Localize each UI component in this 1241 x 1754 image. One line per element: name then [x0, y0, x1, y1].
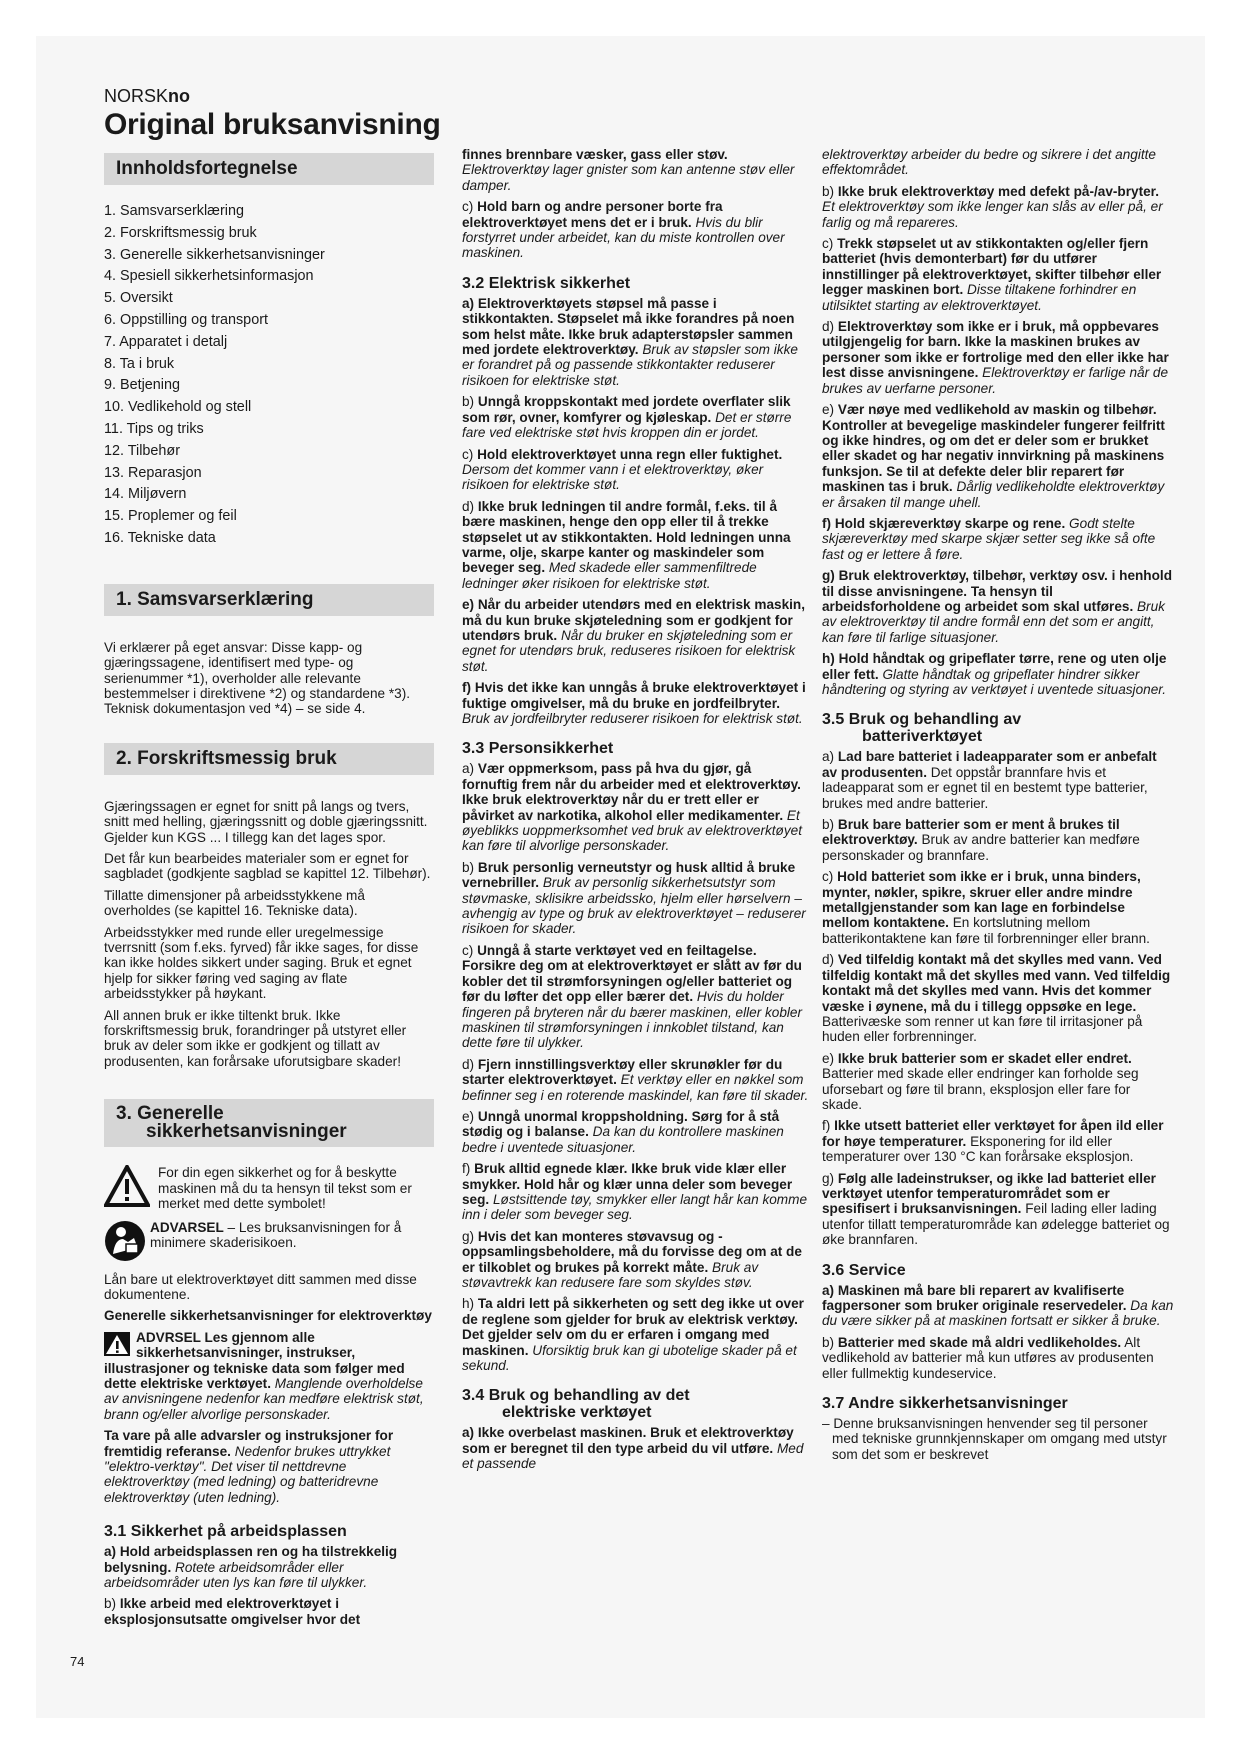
s34-c: c) Trekk støpselet ut av stikkontakten og/eller fjern batteriet (hvis demonterbart) før du utfører innstillinger på elektroverktøyet, skifter tilbehør eller legger maskinen bort. Disse tiltakene forhindrer en utilsiktet starting av elektroverktøyet.: [822, 236, 1162, 313]
s36-b: b) Batterier med skade må aldri vedlikeholdes. Alt vedlikehold av batterier må kun utføres av produsenten eller fullmektig kundeservice.: [822, 1334, 1154, 1381]
toc-item: 15. Proplemer og feil: [104, 508, 237, 525]
warning-small-icon: [104, 1332, 130, 1356]
s33-a: a) Vær oppmerksom, pass på hva du gjør, gå fornuftig frem når du arbeider med et elektroverktøy. Ikke bruk elektroverktøy når du er trett eller er påvirket av narkotika, alkohol eller medikamenter. Et øyeblikks uoppmerksomhet ved bruk av elektroverktøyet kan føre til alvorlige personskader.: [462, 761, 802, 854]
s34-f: f) Hold skjæreverktøy skarpe og rene. Godt stelte skjæreverktøy med skarpe skjær setter seg ikke så ofte fast og er lettere å føre.: [822, 515, 1156, 562]
s32-b: b) Unngå kroppskontakt med jordete overflater slik som rør, ovner, komfyrer og kjøleskap. Det er større fare ved elektriske støt hvis kroppen din er jordet.: [462, 394, 792, 441]
page-number: 74: [70, 1654, 85, 1669]
column-1: [104, 153, 434, 1633]
s35-c: c) Hold batteriet som ikke er i bruk, unna binders, mynter, nøkler, spikre, skruer eller andre mindre metallgjenstander som kan lage en forbindelse mellom kontaktene. En kortslutning mellom batterikontaktene kan føre til forbrenninger eller brann.: [822, 869, 1150, 946]
keep-instructions: Ta vare på alle advarsler og instruksjoner for fremtidig referanse. Nedenfor brukes uttrykket "elektro-verktøy". Det viser til nettdrevne elektroverktøy (med ledning) og batteridrevne elektroverktøy (uten ledning).: [104, 1428, 394, 1505]
read-manual-icon: [104, 1220, 146, 1262]
warning-note: [104, 1165, 434, 1211]
section-1-heading: 1. Samsvarserklæring: [104, 584, 434, 616]
toc-item: 14. Miljøvern: [104, 486, 187, 503]
toc-item: 5. Oversikt: [104, 290, 173, 307]
toc-item: 10. Vedlikehold og stell: [104, 399, 252, 416]
toc-item: 4. Spesiell sikkerhetsinformasjon: [104, 268, 314, 285]
s34-g: g) Bruk elektroverktøy, tilbehør, verktøy osv. i henhold til disse anvisningene. Ta hensyn til arbeidsforholdene og arbeidet som skal utføres. Bruk av elektroverktøy til andre formål enn det som er angitt, kan føre til farlige situasjoner.: [822, 568, 1172, 645]
s33-f: f) Bruk alltid egnede klær. Ikke bruk vide klær eller smykker. Hold hår og klær unna deler som beveger seg. Løstsittende tøy, smykker eller langt hår kan komme inn i deler som beveger seg.: [462, 1161, 808, 1223]
s32-d: d) Ikke bruk ledningen til andre formål, f.eks. til å bære maskinen, henge den opp eller til å trekke støpselet ut av stikkontakten. Hold ledningen unna varme, olje, skarpe kanter og maskindeler som beveger seg. Med skadede eller sammenfiltrede ledninger øker risikoen for elektriske støt.: [462, 498, 791, 591]
toc-item: 2. Forskriftsmessig bruk: [104, 224, 257, 241]
s35-b: b) Bruk bare batterier som er ment å brukes til elektroverktøy. Bruk av andre batterier kan medføre personskader og brannfare.: [822, 817, 1140, 863]
section-2-p1b: Gjelder kun KGS ... I tillegg kan det lages spor.: [104, 829, 386, 845]
page-title: Original bruksanvisning: [104, 108, 441, 141]
section-2-p3: Tillatte dimensjoner på arbeidsstykkene må overholdes (se kapittel 16. Tekniske data).: [104, 887, 365, 919]
general-warning: ADVRSEL Les gjennom alle sikkerhetsanvisninger, instrukser, illustrasjoner og tekniske data som følger med dette elektriske verktøyet. Manglende overholdelse av anvisningene nedenfor kan medføre elektrisk støt, brann og/eller alvorlige personskader.: [104, 1329, 424, 1422]
s33-c: c) Unngå å starte verktøyet ved en feiltagelse. Forsikre deg om at elektroverktøyet er slått av før du kobler det til strømforsyningen og/eller batteriet og før du løfter det opp eller bærer det. Hvis du holder fingeren på bryteren når du bærer maskinen, eller kobler maskinen til strømforsyningen i innkoblet tilstand, kan dette føre til ulykker.: [462, 942, 803, 1051]
s34-h: h) Hold håndtak og gripeflater tørre, rene og uten olje eller fett. Glatte håndtak og gripeflater hindrer sikker håndtering og styring av verktøyet i uventede situasjoner.: [822, 651, 1167, 697]
s33-e: e) Unngå unormal kroppsholdning. Sørg for å stå stødig og i balanse. Da kan du kontrollere maskinen bedre i uventede situasjoner.: [462, 1108, 784, 1155]
s35-g: g) Følg alle ladeinstrukser, og ikke lad batteriet eller verktøyet utenfor temperaturområdet som er spesifisert i bruksanvisningen. Feil lading eller lading utenfor tillatt temperaturområde kan ødelegge batteriet og øke brannfaren.: [822, 1170, 1170, 1248]
table-of-contents: [104, 201, 434, 550]
toc-item: 11. Tips og triks: [104, 420, 204, 437]
s34-b: b) Ikke bruk elektroverktøy med defekt på-/av-bryter. Et elektroverktøy som ikke lenger kan slås av eller på, er farlig og må repareres.: [822, 183, 1163, 230]
s37-text: – Denne bruksanvisningen henvender seg til personer med tekniske grunnkjennskaper om omgang med utstyr som det som er beskrevet: [822, 1416, 1167, 1462]
section-3-2-heading: 3.2 Elektrisk sikkerhet: [462, 274, 631, 292]
section-3-3-heading: 3.3 Personsikkerhet: [462, 740, 614, 758]
s32-c: c) Hold elektroverktøyet unna regn eller fuktighet. Dersom det kommer vann i et elektroverktøy, øker risikoen for elektriske støt.: [462, 446, 783, 493]
s35-f: f) Ikke utsett batteriet eller verktøyet for åpen ild eller for høye temperaturer. Eksponering for ild eller temperaturer over 130 °C kan forårsake eksplosjon.: [822, 1118, 1164, 1165]
toc-item: 9. Betjening: [104, 377, 181, 394]
column-3: [822, 147, 1174, 1468]
s35-e: e) Ikke bruk batterier som er skadet eller endret. Batterier med skade eller endringer kan forholde seg uforsebart og føre til brann, eksplosjon eller fare for skade.: [822, 1050, 1139, 1112]
language-label: NORSKno: [104, 86, 191, 106]
warning-triangle-icon: [104, 1165, 150, 1207]
toc-heading: Innholdsfortegnelse: [104, 153, 434, 185]
section-2-p4: Arbeidsstykker med runde eller uregelmessige tverrsnitt (som f.eks. fyrved) får ikke sages, for disse kan ikke holdes sikkert under saging. Bruk et egnet hjelp for sikker føring ved saging av flate arbeidsstykker på høykant.: [104, 924, 419, 1002]
s34-d: d) Elektroverktøy som ikke er i bruk, må oppbevares utilgjengelig for barn. Ikke la maskinen brukes av personer som ikke er fortrolige med den eller ikke har lest disse anvisningene. Elektroverktøy er farlige når de brukes av uerfarne personer.: [822, 319, 1169, 396]
section-3-1-heading: 3.1 Sikkerhet på arbeidsplassen: [104, 1523, 347, 1541]
s31-b-start: b) Ikke arbeid med elektroverktøyet i eksplosjonsutsatte omgivelser hvor det: [104, 1596, 361, 1627]
s32-a: a) Elektroverktøyets støpsel må passe i stikkontakten. Støpselet må ikke forandres på noen som helst måte. Ikke bruk adapterstøpsler sammen med jordete elektroverktøy. Bruk av støpsler som ikke er forandret på og passende stikkontakter reduserer risikoen for elektriske støt.: [462, 295, 798, 388]
lend-note: Lån bare ut elektroverktøyet ditt sammen med disse dokumentene.: [104, 1271, 417, 1302]
section-2-p5: All annen bruk er ikke tiltenkt bruk. Ikke forskriftsmessig bruk, forandringer på utstyret eller bruk av deler som ikke er godkjent og tillatt av produsenten, kan forårsake uforutsigbare skader!: [104, 1007, 407, 1069]
section-2-heading: 2. Forskriftsmessig bruk: [104, 743, 434, 775]
toc-item: 3. Generelle sikkerhetsanvisninger: [104, 246, 325, 263]
s31-c: c) Hold barn og andre personer borte fra elektroverktøyet mens det er i bruk. Hvis du blir forstyrret under arbeidet, kan du miste kontrollen over maskinen.: [462, 199, 785, 261]
s36-a: a) Maskinen må bare bli reparert av kvalifiserte fagpersoner som bruker originale reservedeler. Da kan du være sikker på at maskinen fortsatt er sikker å bruke.: [822, 1282, 1174, 1329]
read-manual-text: ADVARSEL – Les bruksanvisningen for å minimere skaderisikoen.: [150, 1219, 402, 1250]
s34-e: e) Vær nøye med vedlikehold av maskin og tilbehør. Kontroller at bevegelige maskindeler fungerer feilfritt og ikke hindres, og om det er deler som er brukket eller skadet og har negativ innvirkning på maskinens funksjon. Se til at defekte deler blir reparert før maskinen tas i bruk. Dårlig vedlikeholdte elektroverktøy er årsaken til mange uhell.: [822, 402, 1165, 510]
s32-e: e) Når du arbeider utendørs med en elektrisk maskin, må du kun bruke skjøteledning som er godkjent for utendørs bruk. Når du bruker en skjøteledning som er egnet for utendørs bruk, reduseres risikoen for elektrisk støt.: [462, 597, 805, 674]
toc-item: 13. Reparasjon: [104, 464, 202, 481]
column-2: [462, 147, 810, 1478]
s35-d: d) Ved tilfeldig kontakt må det skylles med vann. Ved tilfeldig kontakt må det skylles med vann. Ved tilfeldig kontakt må det skylles med vann. Hvis det kommer væske i øynene, må du i tillegg oppsøke en lege. Batterivæske som renner ut kan føre til irritasjoner på huden eller forbrenninger.: [822, 952, 1171, 1045]
section-1-text: Vi erklærer på eget ansvar: Disse kapp- og gjæringssagene, identifisert med type- og serienummer *1), overholder alle relevante bestemmelser i direktivene *2) og standardene *3). Teknisk dokumentasjon ved *4) – se side 4.: [104, 639, 411, 717]
read-manual-note: [104, 1220, 434, 1262]
s31-a: a) Hold arbeidsplassen ren og ha tilstrekkelig belysning. Rotete arbeidsområder eller arbeidsområder uten lys kan føre til ulykker.: [104, 1544, 398, 1590]
toc-item: 6. Oppstilling og transport: [104, 311, 268, 328]
section-3-7-heading: 3.7 Andre sikkerhetsanvisninger: [822, 1395, 1068, 1413]
section-3-5-heading: 3.5 Bruk og behandling av batteriverktøyet: [822, 711, 1022, 746]
toc-item: 1. Samsvarserklæring: [104, 203, 244, 219]
toc-item: 8. Ta i bruk: [104, 355, 175, 372]
section-2-p1: Gjæringssagen er egnet for snitt på langs og tvers, snitt med helling, gjæringssnitt og doble gjæringssnitt.: [104, 798, 428, 830]
s33-h: h) Ta aldri lett på sikkerheten og sett deg ikke ut over de reglene som gjelder for bruk av elektrisk verktøy. Det gjelder selv om du er erfaren i omgang med maskinen. Uforsiktig bruk kan gi ubotelige skader på et sekund.: [462, 1296, 804, 1374]
s34-a-end: elektroverktøy arbeider du bedre og sikrere i det angitte effektområdet.: [822, 147, 1156, 178]
s33-d: d) Fjern innstillingsverktøy eller skrunøkler før du starter elektroverktøyet. Et verktøy eller en nøkkel som befinner seg i en roterende maskindel, kan føre til skader.: [462, 1056, 809, 1103]
s33-g: g) Hvis det kan monteres støvavsug og -oppsamlingsbeholdere, må du forvisse deg om at de er tilkoblet og brukes på korrekt måte. Bruk av støvavtrekk kan redusere fare som skyldes støv.: [462, 1228, 802, 1290]
section-3-4-heading: 3.4 Bruk og behandling av det elektriske verktøyet: [462, 1387, 690, 1422]
toc-item: 12. Tilbehør: [104, 442, 180, 459]
warning-note-text: For din egen sikkerhet og for å beskytte maskinen må du ta hensyn til tekst som er merket med dette symbolet!: [158, 1165, 412, 1212]
section-3-heading: 3. Generelle sikkerhetsanvisninger: [104, 1099, 434, 1147]
s31-b-end: finnes brennbare væsker, gass eller støv. Elektroverktøy lager gnister som kan antenne støv eller damper.: [462, 147, 795, 193]
s35-a: a) Lad bare batteriet i ladeapparater som er anbefalt av produsenten. Det oppstår brannfare hvis et ladeapparat som er egnet til en bestemt type batterier, brukes med andre batterier.: [822, 749, 1157, 811]
s32-f: f) Hvis det ikke kan unngås å bruke elektroverktøyet i fuktige omgivelser, må du bruke en jordfeilbryter. Bruk av jordfeilbryter reduserer risikoen for elektrisk støt.: [462, 680, 806, 726]
s34-a-start: a) Ikke overbelast maskinen. Bruk et elektroverktøy som er beregnet til den type arbeid du vil utføre. Med et passende: [462, 1425, 804, 1472]
toc-item: 16. Tekniske data: [104, 529, 216, 546]
s33-b: b) Bruk personlig verneutstyr og husk alltid å bruke vernebriller. Bruk av personlig sikkerhetsutstyr som støvmaske, sklisikre arbeidssko, hjelm eller hørselvern – avhengig av type og bruk av elektroverktøyet – reduserer risikoen for skader.: [462, 859, 806, 937]
section-3-6-heading: 3.6 Service: [822, 1261, 906, 1279]
toc-item: 7. Apparatet i detalj: [104, 333, 228, 350]
section-2-p2: Det får kun bearbeides materialer som er egnet for sagbladet (godkjente sagblad se kapittel 12. Tilbehør).: [104, 851, 431, 882]
general-safety-heading: Generelle sikkerhetsanvisninger for elektroverktøy: [104, 1308, 432, 1324]
